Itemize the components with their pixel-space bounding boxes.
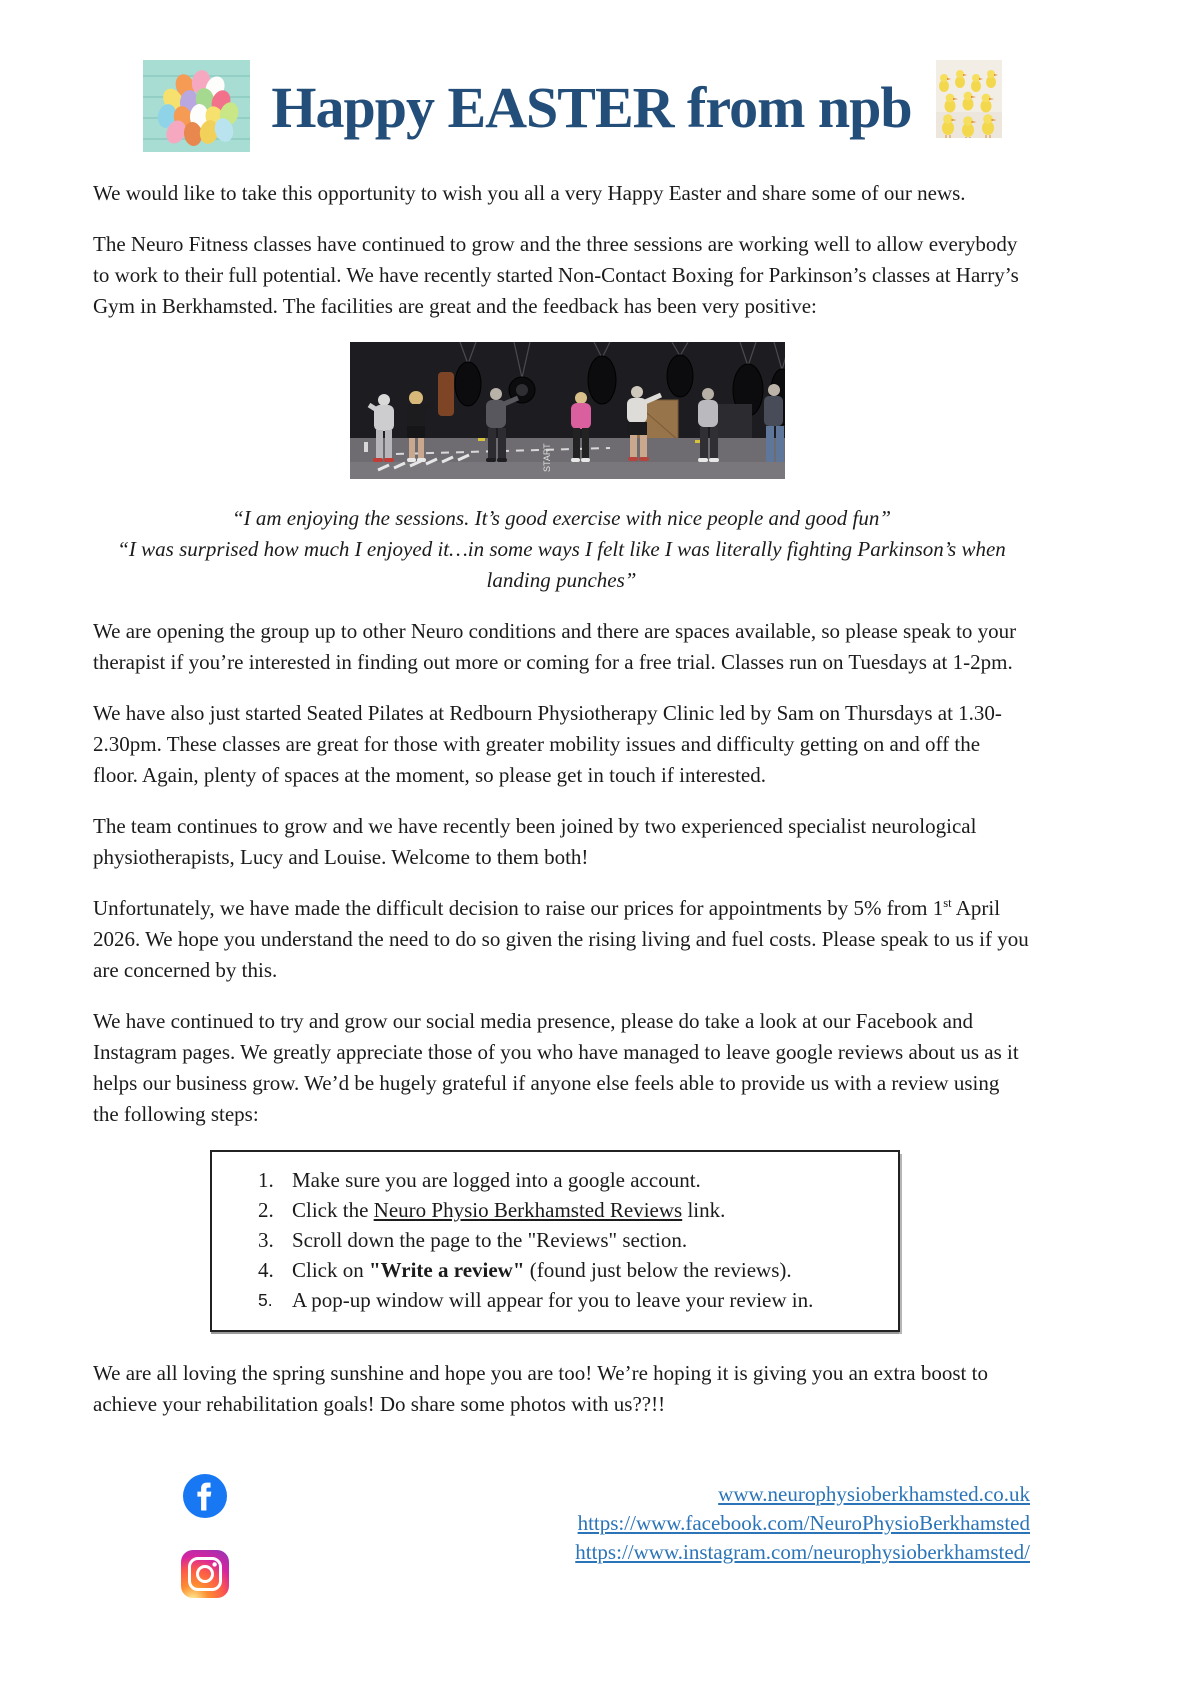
ordinal-superscript: st xyxy=(943,896,952,910)
review-step-4 xyxy=(258,1255,878,1285)
step-text: Make sure you are logged into a google account. xyxy=(292,1168,701,1192)
testimonial-quotes xyxy=(93,503,1030,596)
paragraph-intro: We would like to take this opportunity to wish you all a very Happy Easter and share some of our news. xyxy=(93,181,966,205)
step-text xyxy=(292,1195,878,1225)
step-number: 4. xyxy=(258,1258,274,1282)
prices-text-end: April 2026. We hope you understand the need to do so given the rising living and fuel costs. Please speak to us if you are concerned by this. xyxy=(93,896,1029,982)
quote-2: “I was surprised how much I enjoyed it…in some ways I felt like I was literally fighting Parkinson’s when landing punches” xyxy=(117,537,1006,592)
quote-1: “I am enjoying the sessions. It’s good exercise with nice people and good fun” xyxy=(231,506,892,530)
social-icons xyxy=(181,1472,229,1598)
header xyxy=(93,56,1030,160)
step-number: 2. xyxy=(258,1198,274,1222)
review-step-1 xyxy=(258,1165,878,1195)
review-step-3 xyxy=(258,1225,878,1255)
svg-text:START: START xyxy=(542,443,552,472)
write-a-review-emphasis: "Write a review" xyxy=(369,1258,525,1282)
step-text-prefix: Click on xyxy=(292,1258,369,1282)
paragraph-opening-group: We are opening the group up to other Neuro conditions and there are spaces available, so please speak to your therapist if you’re interested in finding out more or coming for a free trial. Classes run on Tuesdays at 1-2pm. xyxy=(93,619,1017,674)
step-number: 1. xyxy=(258,1168,274,1192)
review-steps-box xyxy=(210,1150,900,1332)
instagram-page-link[interactable]: https://www.instagram.com/neurophysioberkhamsted/ xyxy=(575,1540,1030,1564)
step-text: A pop-up window will appear for you to leave your review in. xyxy=(292,1288,814,1312)
facebook-icon[interactable] xyxy=(181,1472,229,1520)
facebook-page-link[interactable]: https://www.facebook.com/NeuroPhysioBerkhamsted xyxy=(577,1511,1030,1535)
step-text: Scroll down the page to the "Reviews" section. xyxy=(292,1228,688,1252)
page-title: Happy EASTER from npb xyxy=(271,75,912,140)
footer xyxy=(93,1472,1030,1598)
boxing-class-photo xyxy=(350,342,785,479)
step-number: 3. xyxy=(258,1228,274,1252)
review-step-5 xyxy=(258,1285,878,1315)
easter-eggs-image xyxy=(143,60,250,161)
paragraph-spring: We are all loving the spring sunshine and hope you are too! We’re hoping it is giving you an extra boost to achieve your rehabilitation goals! Do share some photos with us??!! xyxy=(93,1361,988,1416)
review-step-2 xyxy=(258,1195,878,1225)
paragraph-seated-pilates: We have also just started Seated Pilates at Redbourn Physiotherapy Clinic led by Sam on Thursdays at 1.30-2.30pm. These classes are great for those with greater mobility issues and difficulty getting on and off the floor. Again, plenty of spaces at the moment, so please get in touch if interested. xyxy=(93,701,1002,787)
paragraph-team: The team continues to grow and we have recently been joined by two experienced specialist neurological physiotherapists, Lucy and Louise. Welcome to them both! xyxy=(93,814,977,869)
paragraph-social-media: We have continued to try and grow our social media presence, please do take a look at our Facebook and Instagram pages. We greatly appreciate those of you who have managed to leave google reviews about us as it helps our business grow. We’d be hugely grateful if anyone else feels able to provide us with a review using the following steps: xyxy=(93,1009,1019,1126)
step-number: 5. xyxy=(258,1290,273,1310)
paragraph-prices xyxy=(93,893,1030,986)
step-text-suffix: link. xyxy=(682,1198,726,1222)
instagram-icon[interactable] xyxy=(181,1550,229,1598)
easter-chicks-image xyxy=(936,60,1002,147)
reviews-link[interactable]: Neuro Physio Berkhamsted Reviews xyxy=(373,1198,683,1222)
paragraph-neuro-fitness: The Neuro Fitness classes have continued to grow and the three sessions are working well to allow everybody to work to their full potential. We have recently started Non-Contact Boxing for Parkinson’s classes at Harry’s Gym in Berkhamsted. The facilities are great and the feedback has been very positive: xyxy=(93,232,1019,318)
website-link[interactable]: www.neurophysioberkhamsted.co.uk xyxy=(718,1482,1030,1506)
prices-text-start: Unfortunately, we have made the difficult decision to raise our prices for appointments by 5% from 1 xyxy=(93,896,944,920)
step-text xyxy=(292,1255,878,1285)
step-text-prefix: Click the xyxy=(292,1198,374,1222)
footer-links xyxy=(229,1472,1030,1598)
step-text-suffix: (found just below the reviews). xyxy=(524,1258,792,1282)
